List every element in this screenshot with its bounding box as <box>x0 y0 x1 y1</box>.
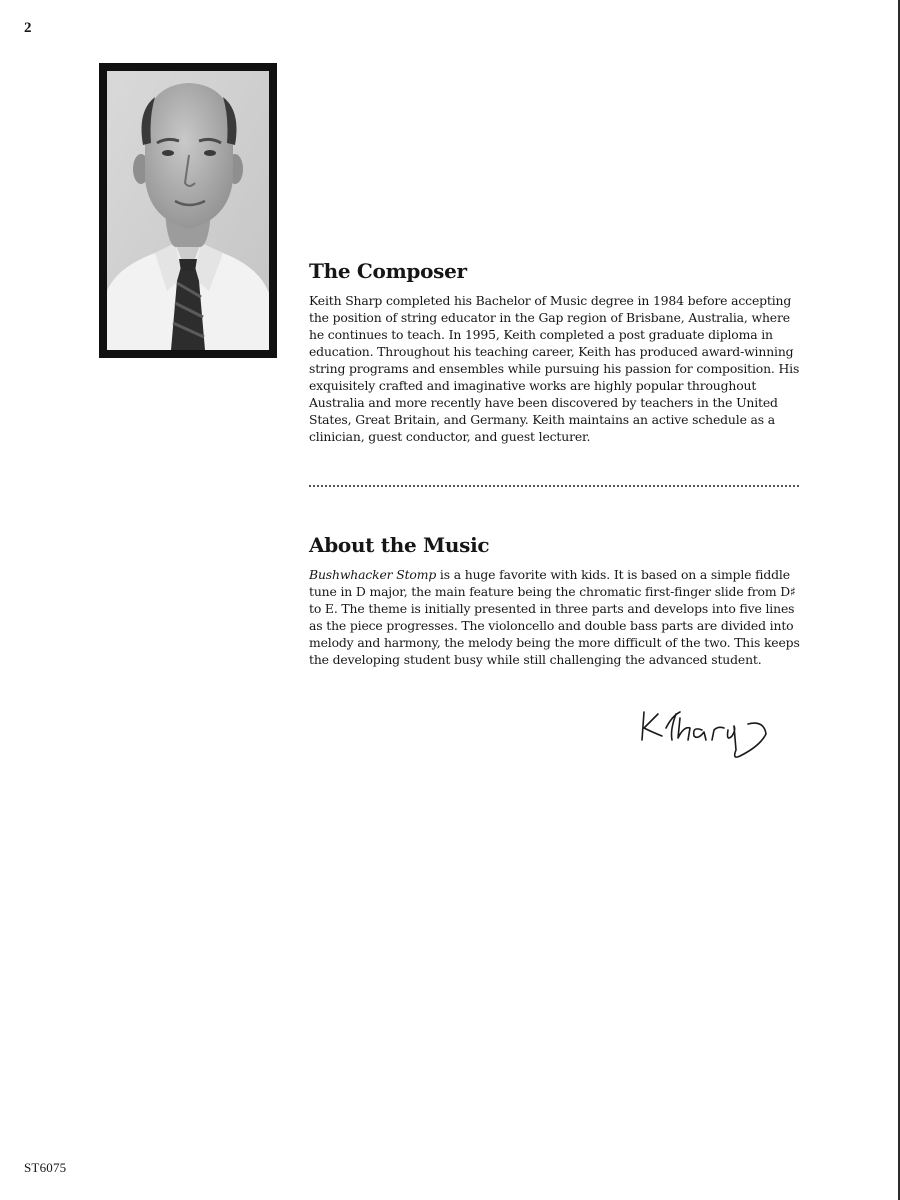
music-section <box>309 532 801 668</box>
music-heading: About the Music <box>309 533 490 557</box>
page-number: 2 <box>24 20 32 36</box>
music-description-paragraph <box>309 566 801 668</box>
composer-bio: Keith Sharp completed his Bachelor of Music degree in 1984 before accepting the position of string educator in the Gap region of Brisbane, Australia, where he continues to teach. In 1995, Keith completed a post graduate diploma in education. Throughout his teaching career, Keith has produced award-winning string programs and ensembles while pursuing his passion for composition. His exquisitely crafted and imaginative works are highly popular throughout Australia and more recently have been discovered by teachers in the United States, Great Britain, and Germany. Keith maintains an active schedule as a clinician, guest conductor, and guest lecturer. <box>309 293 800 444</box>
section-divider <box>309 485 799 487</box>
composer-photo <box>99 63 277 358</box>
music-description: is a huge favorite with kids. It is based on a simple fiddle tune in D major, the main feature being the chromatic first-finger slide from D♯ to E. The theme is initially presented in three parts and develops into five lines as the piece progresses. The violoncello and double bass parts are divided into melody and harmony, the melody being the more difficult of the two. This keeps the developing student busy while still challenging the advanced student. <box>309 567 800 667</box>
composer-portrait-image <box>107 71 269 350</box>
music-title: Bushwhacker Stomp <box>309 567 437 582</box>
composer-signature <box>636 700 786 762</box>
footer-catalog-code: ST6075 <box>24 1160 67 1175</box>
composer-heading: The Composer <box>309 259 467 283</box>
composer-section <box>309 258 801 445</box>
